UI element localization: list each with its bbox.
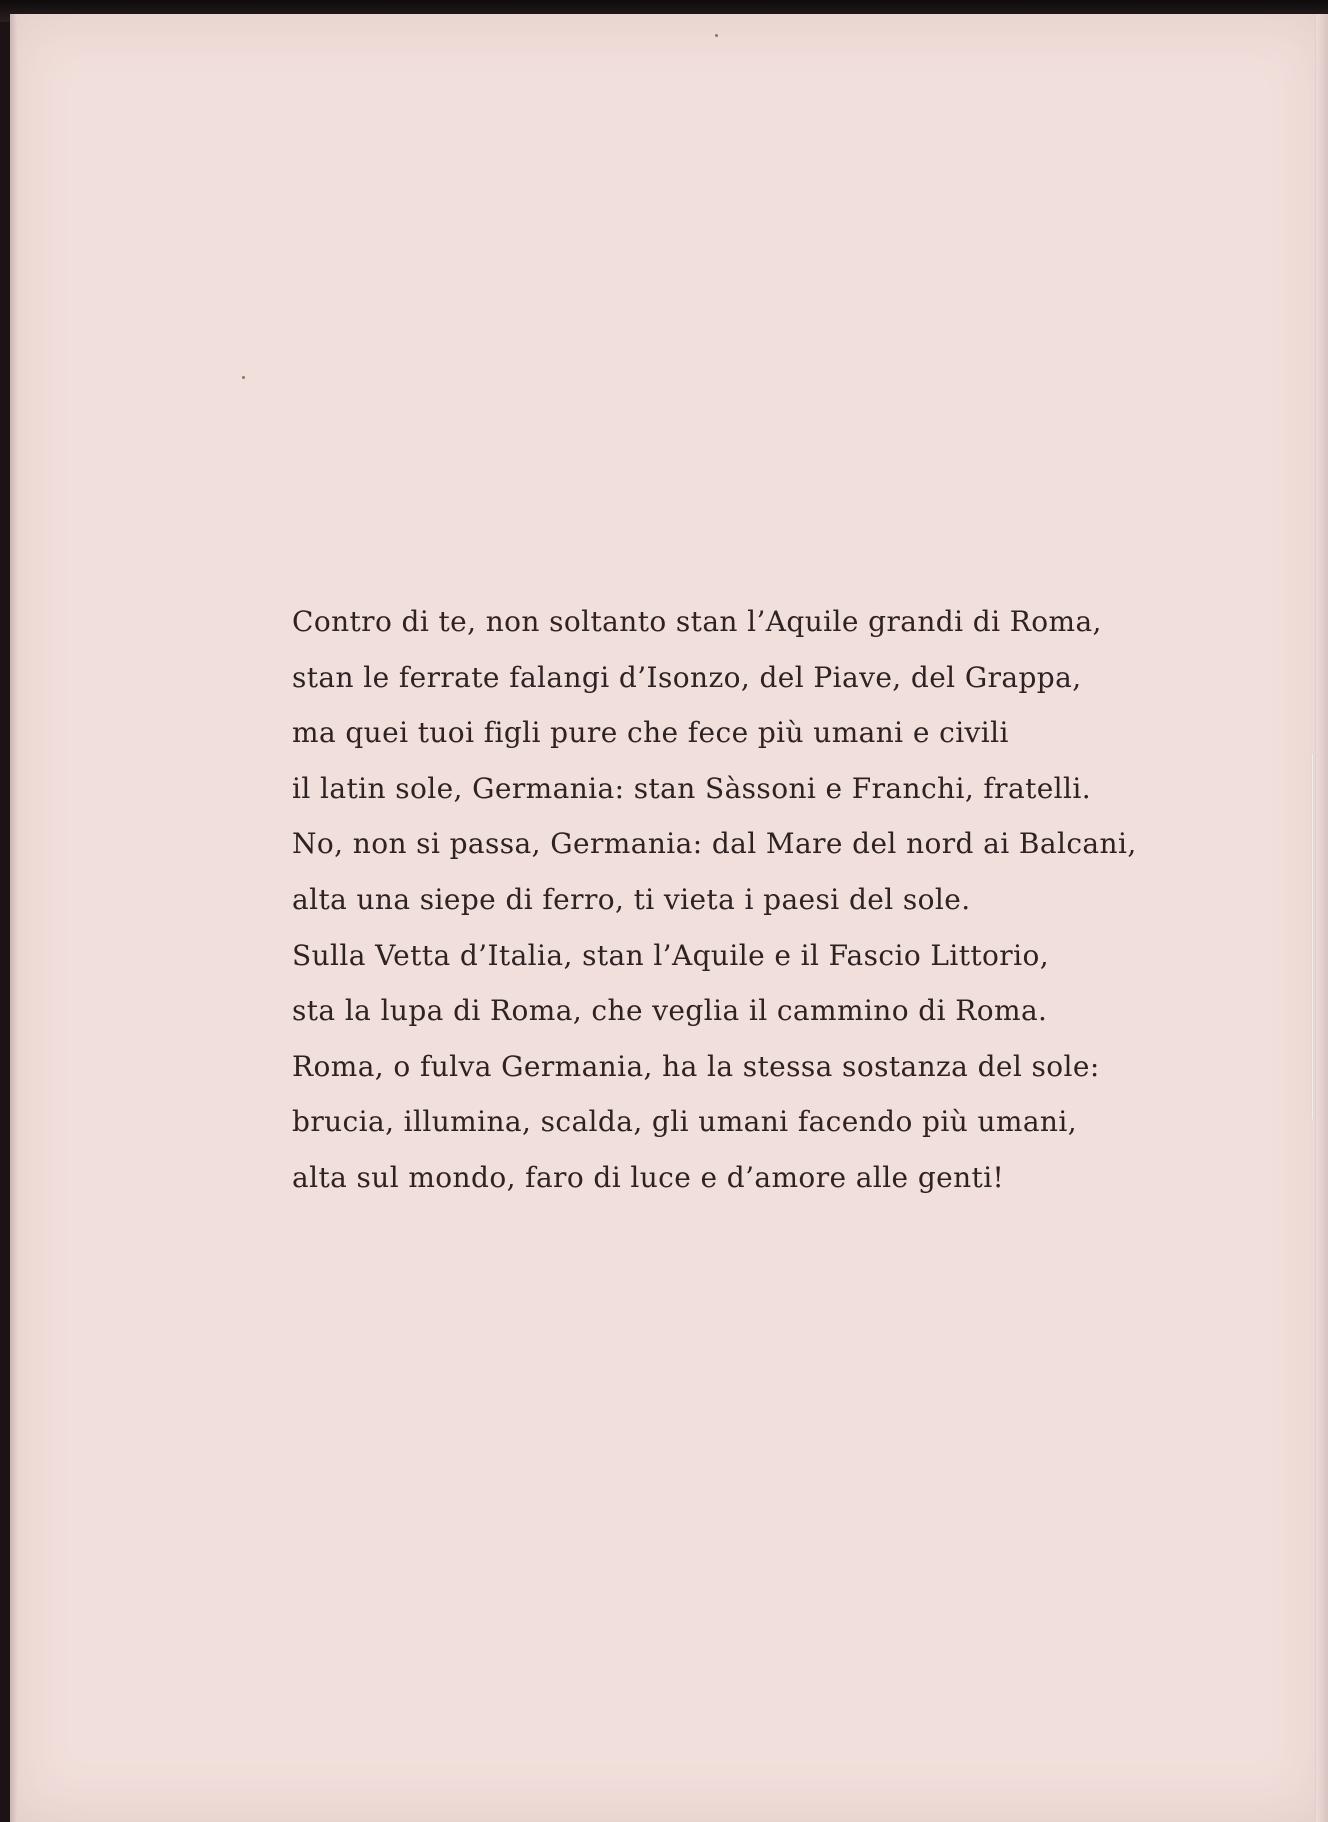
page-left-edge [10,14,18,1822]
poem-line-9: Roma, o fulva Germania, ha la stessa sostanza del sole: [292,1049,1100,1083]
poem-line-11: alta sul mondo, faro di luce e d’amore alle genti! [292,1160,1005,1194]
poem-line-10: brucia, illumina, scalda, gli umani facendo più umani, [292,1105,1078,1139]
page-fold-mark [1311,754,1314,1119]
poem-line-2: stan le ferrate falangi d’Isonzo, del Piave, del Grappa, [292,660,1082,694]
poem-line-5: No, non si passa, Germania: dal Mare del nord ai Balcani, [292,827,1137,861]
poem-line-1: Contro di te, non soltanto stan l’Aquile grandi di Roma, [292,605,1102,638]
poem-text [292,600,1137,1212]
paper-speck [715,34,718,37]
poem-line-6: alta una siepe di ferro, ti vieta i paesi del sole. [292,882,971,916]
paper-speck [242,376,245,379]
poem-line-7: Sulla Vetta d’Italia, stan l’Aquile e il Fascio Littorio, [292,938,1050,972]
poem-line-3: ma quei tuoi figli pure che fece più umani e civili [292,716,1009,750]
poem-line-8: sta la lupa di Roma, che veglia il cammino di Roma. [292,994,1048,1028]
page-right-edge [1315,14,1328,1822]
poem-line-4: il latin sole, Germania: stan Sàssoni e Franchi, fratelli. [292,771,1092,805]
